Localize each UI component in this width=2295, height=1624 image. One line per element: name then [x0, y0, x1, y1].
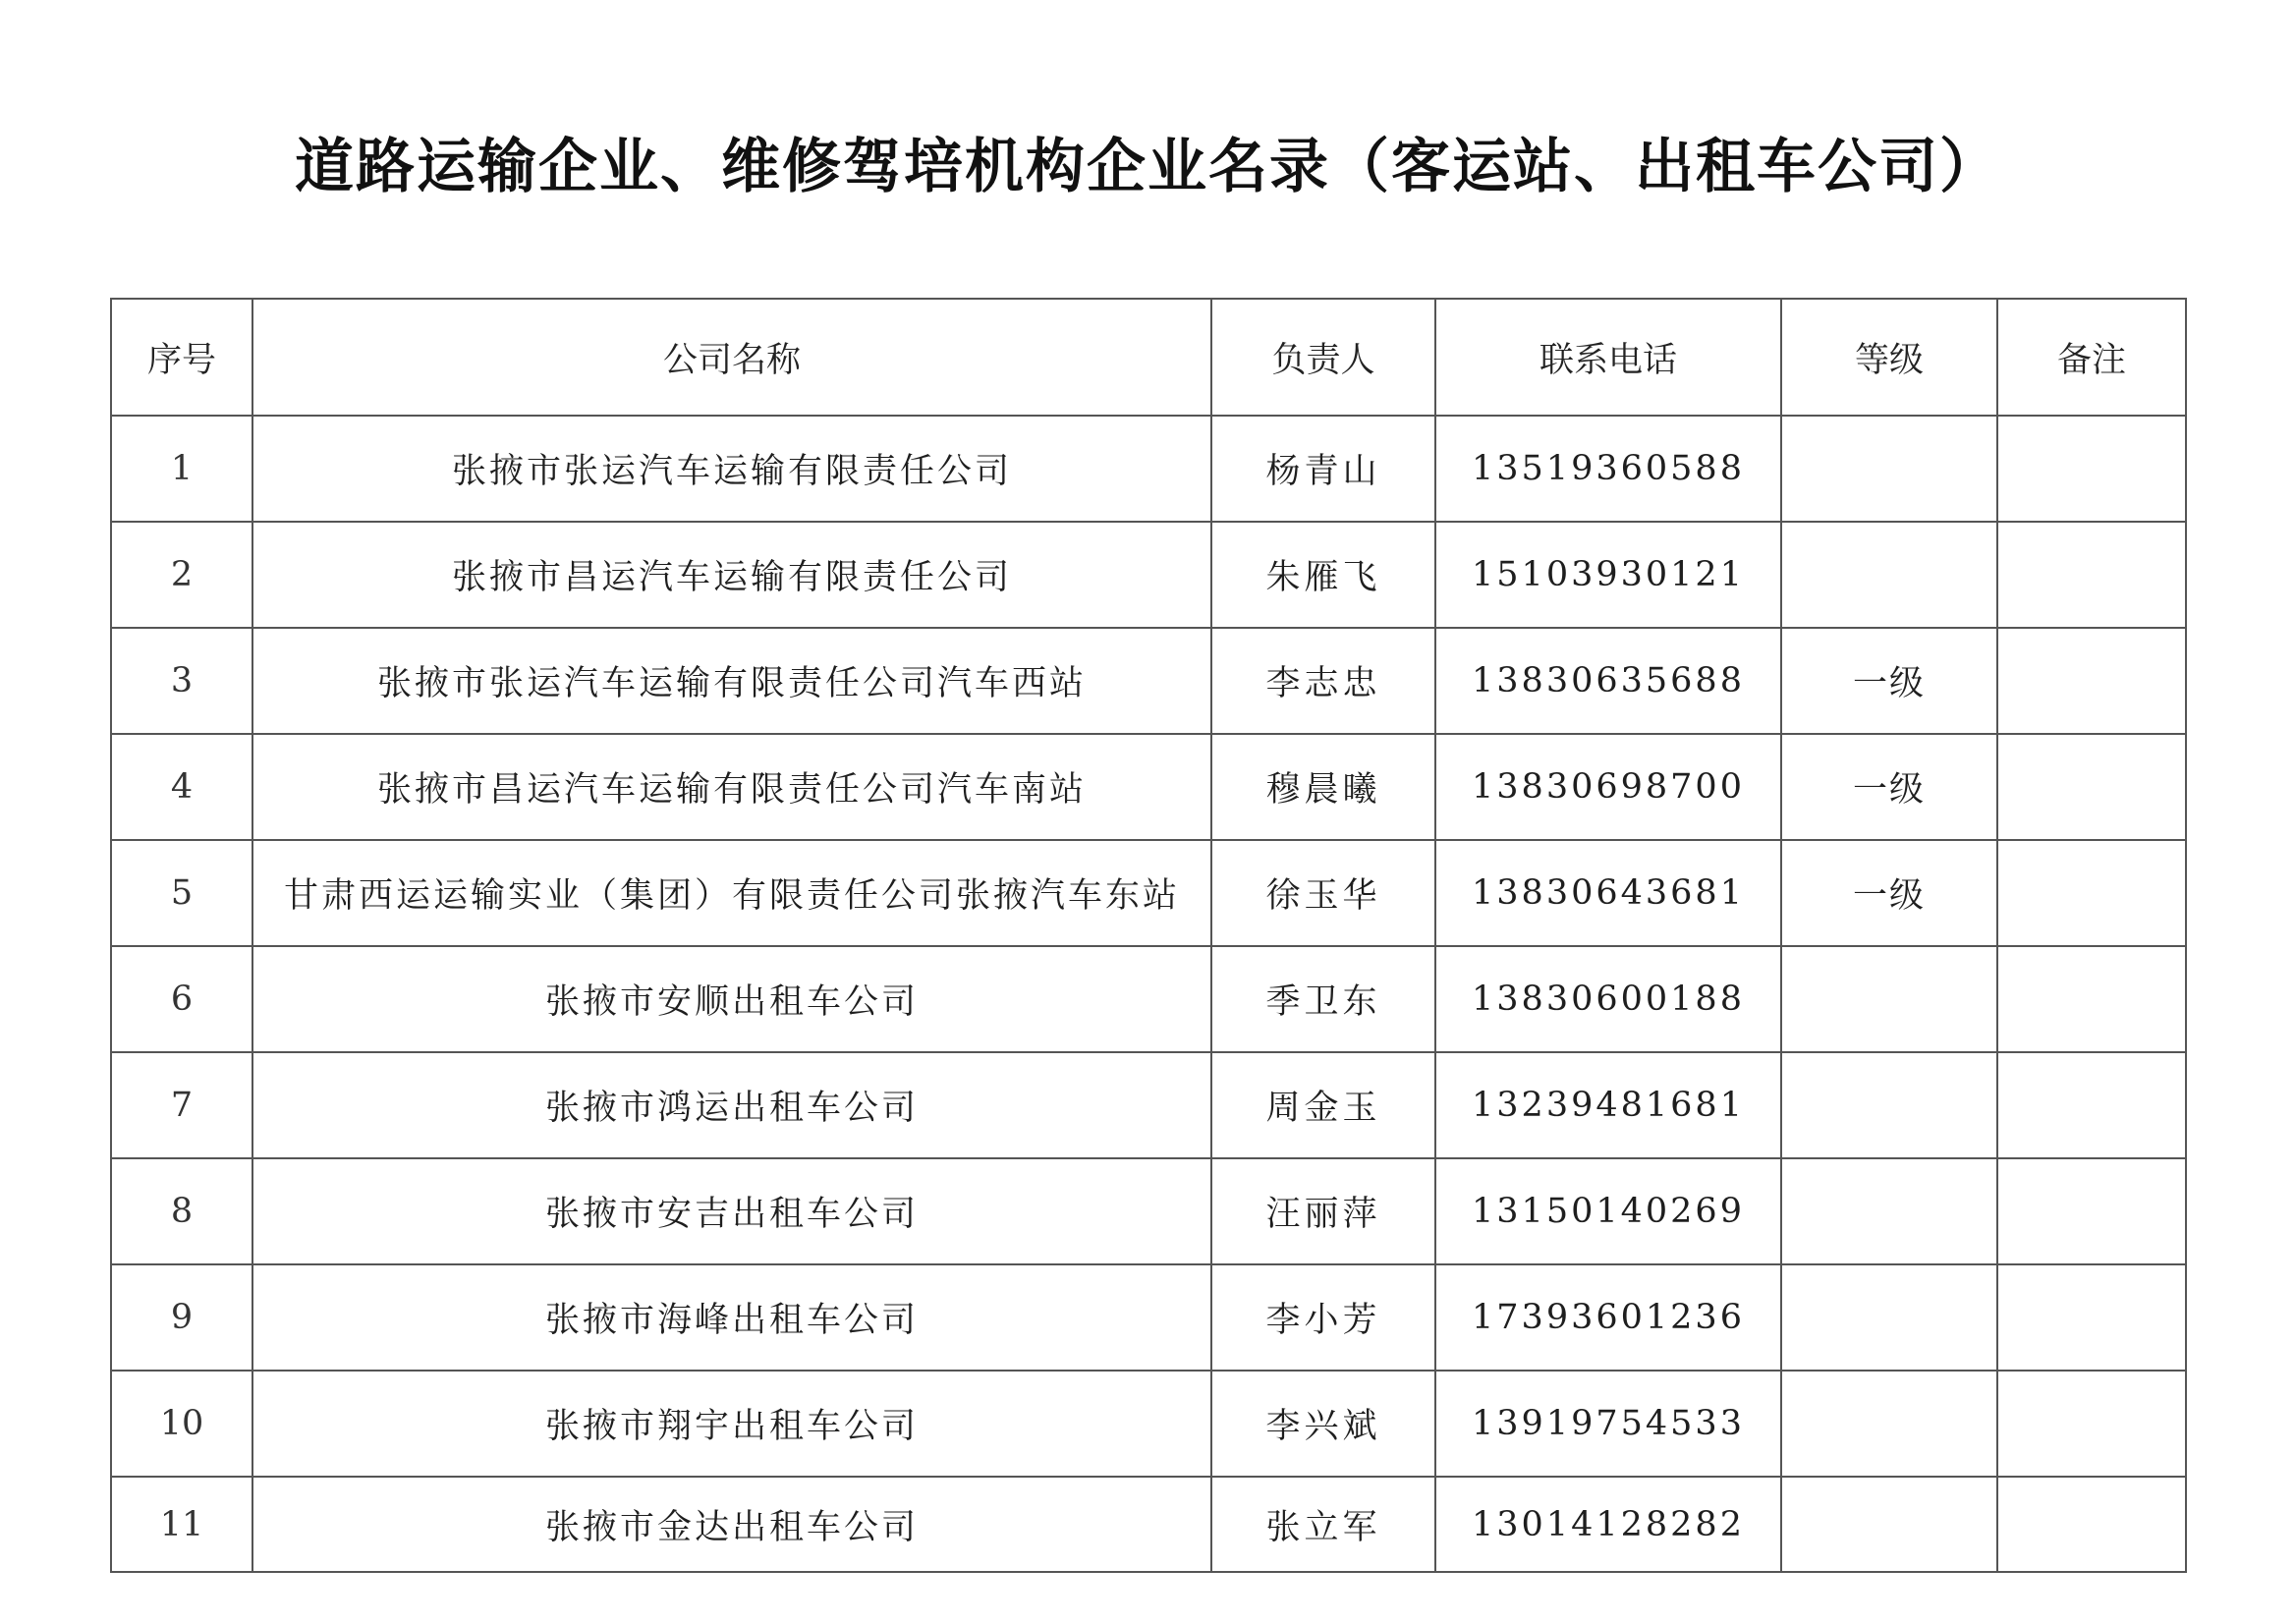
company-name: 张掖市翔宇出租车公司	[252, 1371, 1211, 1477]
header-company-name: 公司名称	[252, 299, 1211, 416]
row-index: 5	[111, 840, 252, 946]
remark	[1997, 1158, 2186, 1264]
remark	[1997, 522, 2186, 628]
table-row	[111, 734, 2186, 840]
phone-number: 13014128282	[1435, 1477, 1781, 1572]
phone-number: 13830698700	[1435, 734, 1781, 840]
phone-number: 13830635688	[1435, 628, 1781, 734]
table-row	[111, 840, 2186, 946]
remark	[1997, 1264, 2186, 1371]
header-index: 序号	[111, 299, 252, 416]
phone-number: 15103930121	[1435, 522, 1781, 628]
company-name: 甘肃西运运输实业（集团）有限责任公司张掖汽车东站	[252, 840, 1211, 946]
phone-number: 13830600188	[1435, 946, 1781, 1052]
header-person-in-charge: 负责人	[1211, 299, 1435, 416]
company-name: 张掖市金达出租车公司	[252, 1477, 1211, 1572]
remark	[1997, 1052, 2186, 1158]
table-row	[111, 628, 2186, 734]
remark	[1997, 1371, 2186, 1477]
person-in-charge: 朱雁飞	[1211, 522, 1435, 628]
grade	[1781, 1264, 1997, 1371]
remark	[1997, 1477, 2186, 1572]
company-name: 张掖市昌运汽车运输有限责任公司	[252, 522, 1211, 628]
table-row	[111, 1371, 2186, 1477]
phone-number: 13150140269	[1435, 1158, 1781, 1264]
person-in-charge: 季卫东	[1211, 946, 1435, 1052]
person-in-charge: 周金玉	[1211, 1052, 1435, 1158]
person-in-charge: 汪丽萍	[1211, 1158, 1435, 1264]
table-row	[111, 1264, 2186, 1371]
row-index: 6	[111, 946, 252, 1052]
grade	[1781, 522, 1997, 628]
grade: 一级	[1781, 840, 1997, 946]
row-index: 11	[111, 1477, 252, 1572]
person-in-charge: 张立军	[1211, 1477, 1435, 1572]
remark	[1997, 946, 2186, 1052]
table-row	[111, 1158, 2186, 1264]
row-index: 9	[111, 1264, 252, 1371]
table-row	[111, 522, 2186, 628]
row-index: 7	[111, 1052, 252, 1158]
row-index: 2	[111, 522, 252, 628]
phone-number: 13919754533	[1435, 1371, 1781, 1477]
header-phone: 联系电话	[1435, 299, 1781, 416]
company-name: 张掖市昌运汽车运输有限责任公司汽车南站	[252, 734, 1211, 840]
row-index: 10	[111, 1371, 252, 1477]
person-in-charge: 穆晨曦	[1211, 734, 1435, 840]
grade	[1781, 946, 1997, 1052]
remark	[1997, 734, 2186, 840]
phone-number: 13239481681	[1435, 1052, 1781, 1158]
table-header	[111, 299, 2186, 416]
company-name: 张掖市海峰出租车公司	[252, 1264, 1211, 1371]
grade	[1781, 1158, 1997, 1264]
row-index: 3	[111, 628, 252, 734]
company-name: 张掖市张运汽车运输有限责任公司	[252, 416, 1211, 522]
row-index: 8	[111, 1158, 252, 1264]
person-in-charge: 李小芳	[1211, 1264, 1435, 1371]
remark	[1997, 628, 2186, 734]
header-remark: 备注	[1997, 299, 2186, 416]
person-in-charge: 李志忠	[1211, 628, 1435, 734]
table-row	[111, 1477, 2186, 1572]
row-index: 1	[111, 416, 252, 522]
header-grade: 等级	[1781, 299, 1997, 416]
phone-number: 13830643681	[1435, 840, 1781, 946]
row-index: 4	[111, 734, 252, 840]
table-row	[111, 416, 2186, 522]
company-name: 张掖市安顺出租车公司	[252, 946, 1211, 1052]
company-directory-table	[110, 298, 2187, 1573]
grade	[1781, 416, 1997, 522]
person-in-charge: 杨青山	[1211, 416, 1435, 522]
remark	[1997, 840, 2186, 946]
grade	[1781, 1371, 1997, 1477]
company-name: 张掖市鸿运出租车公司	[252, 1052, 1211, 1158]
table-row	[111, 1052, 2186, 1158]
table-row	[111, 946, 2186, 1052]
phone-number: 13519360588	[1435, 416, 1781, 522]
table-body	[111, 416, 2186, 1572]
company-name: 张掖市张运汽车运输有限责任公司汽车西站	[252, 628, 1211, 734]
grade: 一级	[1781, 734, 1997, 840]
header-row	[111, 299, 2186, 416]
company-name: 张掖市安吉出租车公司	[252, 1158, 1211, 1264]
page-title: 道路运输企业、维修驾培机构企业名录（客运站、出租车公司）	[295, 133, 2000, 201]
grade: 一级	[1781, 628, 1997, 734]
person-in-charge: 李兴斌	[1211, 1371, 1435, 1477]
grade	[1781, 1477, 1997, 1572]
grade	[1781, 1052, 1997, 1158]
person-in-charge: 徐玉华	[1211, 840, 1435, 946]
remark	[1997, 416, 2186, 522]
phone-number: 17393601236	[1435, 1264, 1781, 1371]
